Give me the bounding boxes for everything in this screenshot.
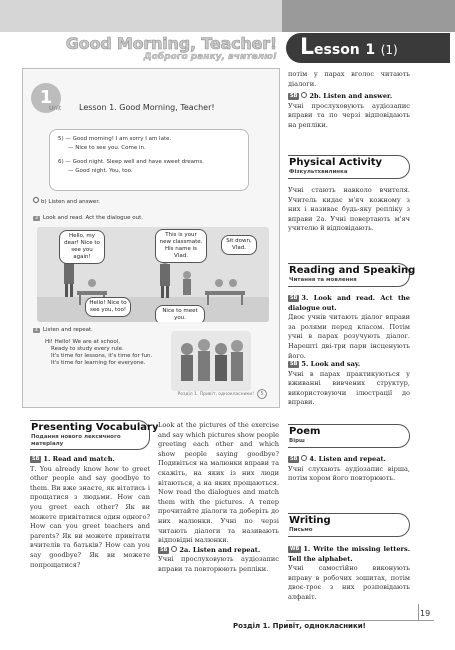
exercise-4-line xyxy=(33,327,93,333)
book-footer-text: Розділ 1. Привіт, однокласники! xyxy=(177,392,254,397)
section-heading-text: Physical Activity xyxy=(289,157,383,168)
exercise-number-badge: 3 xyxy=(35,216,38,221)
speech-bubble: Hello! Nice to see you, too! xyxy=(85,297,131,317)
paragraph-text: Учні прослуховують аудіозапис вправи та повторюють репліки. xyxy=(158,555,279,573)
footer-divider xyxy=(286,620,434,621)
section-heading-text: Reading and Speaking xyxy=(289,265,416,276)
audio-icon xyxy=(171,546,177,552)
coursebook-page-image xyxy=(22,68,280,408)
speech-bubble: Nice to meet you. xyxy=(155,305,205,322)
audio-icon xyxy=(33,197,39,203)
unit-number-badge: 1 xyxy=(31,83,61,113)
exercise-4-text: Listen and repeat. xyxy=(42,327,93,333)
section-heading-poem xyxy=(288,424,410,448)
footer-divider-tick xyxy=(418,604,419,620)
paragraph-text: Учні самостійно виконують вправу в робочих зошитах, потім двоє-троє з них розповідають алфавіт. xyxy=(288,564,410,601)
physical-activity-text xyxy=(288,186,410,234)
paragraph-text: Учні в парах практикуються у вживанні вивчених структур, використовуючи ілюстрації до вправи. xyxy=(288,369,410,407)
rhyme xyxy=(45,339,169,367)
section-subheading-text: Вірш xyxy=(289,438,305,444)
book-page-number: 5 xyxy=(257,389,267,399)
workbook-exercise-1 xyxy=(288,545,410,603)
paragraph-text: Т. You already know how to greet other people and say goodbye to them. Ви вже знаєте, як вітатись і прощатися з людьми. How can you greet each other? Як ви можете привітатися один одного? How can you greet teachers and parents? Як ви можете привітати вчителів та батьків? How can you say goodbye? Як ви можете попрощатися? xyxy=(30,464,150,569)
exercise-title: 3. Look and read. Act the dialogue out. xyxy=(288,294,410,312)
header-band-dark xyxy=(282,0,455,32)
children-illustration xyxy=(171,331,251,391)
page-footer-text: Розділ 1. Привіт, однокласники! xyxy=(233,622,366,630)
lesson-title-en: Good Morning, Teacher! xyxy=(65,34,277,53)
lesson-letter: L xyxy=(300,35,315,60)
exercise-badge: SB xyxy=(160,546,168,553)
speech-bubble: Sit down, Vlad. xyxy=(221,235,257,255)
dialogue-box xyxy=(49,129,249,191)
exercise-b-text: b) Listen and answer. xyxy=(41,199,100,205)
exercise-number-badge: 4 xyxy=(35,328,38,333)
speech-bubble: This is your new classmate. His name is Vlad. xyxy=(155,229,207,263)
exercise-title: 1. Read and match. xyxy=(43,455,115,463)
section-subheading-text: Письмо xyxy=(289,527,313,533)
section-heading-text: Writing xyxy=(289,515,331,526)
dialogue-line: 5) — Good morning! I am sorry I am late. xyxy=(58,136,172,142)
exercise-badge: SB xyxy=(290,295,298,301)
paragraph-text: Учні прослуховують аудіозапис вправи та по черзі відповідають на репліки. xyxy=(288,101,410,129)
exercise-badge: SB xyxy=(290,93,298,99)
section-heading-presenting-vocabulary xyxy=(30,420,159,450)
book-footer xyxy=(178,389,268,399)
exercise-title: 5. Look and say. xyxy=(301,360,361,368)
speech-bubble: Hello, my dear! Nice to see you again! xyxy=(59,230,105,264)
middle-column-text xyxy=(158,421,279,575)
section-heading-text: Poem xyxy=(289,426,321,437)
left-column-text xyxy=(30,455,150,570)
lesson-tab xyxy=(286,33,450,63)
lesson-part: (1) xyxy=(380,43,398,57)
paragraph-text: Look at the pictures of the exercise and say which pictures show people greeting each other and which show people saying goodbye? Подивіться на малюнки вправи та скажіть, на яких із них люди вітаються, а на яких прощаються. Now read the dialogues and match them with the pictures. А тепер прочитайте діалоги та доберіть до них малюнки. Учні по черзі читають діалоги та називають відповідні малюнки. xyxy=(158,421,279,545)
rhyme-line: It's time for lessons, it's time for fun. xyxy=(51,353,153,359)
paragraph-text: Учні стають навколо вчителя. Учитель кидає м'яч кожному з них і називає будь-яку репліку з вправи 2a. Учні повертають м'яч учителю й відповідають. xyxy=(288,186,410,233)
dialogue-line: — Nice to see you. Come in. xyxy=(68,145,146,151)
paragraph-text: потім у парах вголос читають діалоги. xyxy=(288,70,410,88)
lesson-number: 1 xyxy=(365,42,376,58)
section-heading-physical-activity xyxy=(288,155,410,179)
lesson-word-rest: esson xyxy=(314,42,360,58)
exercise-3 xyxy=(288,294,410,361)
paragraph-text: Учні слухають аудіозапис вірша, потім хором його повторюють. xyxy=(288,464,410,483)
section-heading-text: Presenting Vocabulary xyxy=(31,422,159,433)
page-number: 19 xyxy=(420,609,431,618)
exercise-badge: SB xyxy=(32,456,40,462)
rhyme-line: It's time for learning for everyone. xyxy=(51,360,146,366)
exercise-3-text: Look and read. Act the dialogue out. xyxy=(42,215,144,221)
exercise-2b xyxy=(288,92,410,130)
audio-icon xyxy=(301,92,307,98)
book-lesson-title: Lesson 1. Good Morning, Teacher! xyxy=(79,103,215,112)
exercise-4 xyxy=(288,455,410,484)
audio-icon xyxy=(301,455,307,461)
rhyme-line: Ready to study every rule. xyxy=(51,346,124,352)
exercise-badge: WB xyxy=(290,546,300,552)
dialogue-line: 6) — Good night. Sleep well and have sweet dreams. xyxy=(58,159,204,165)
children-drawing xyxy=(171,331,251,391)
dialogue-line: — Good night. You, too. xyxy=(68,168,133,174)
exercise-title: 2a. Listen and repeat. xyxy=(179,545,261,554)
right-column-top-text xyxy=(288,70,410,89)
lesson-title-uk: Доброго ранку, вчителю! xyxy=(143,52,277,62)
section-subheading-text: Фізкультхвилинка xyxy=(289,169,348,175)
exercise-badge: SB xyxy=(290,361,298,367)
exercise-title: 1. Write the missing letters. Tell the alphabet. xyxy=(288,545,410,563)
exercise-5 xyxy=(288,360,410,408)
section-heading-reading-speaking xyxy=(288,263,416,287)
classroom-illustration xyxy=(37,227,269,322)
paragraph-text: Двоє учнів читають діалог вправи за ролями перед класом. Потім учні в парах розучують діалог. Нарешті дві-три пари інсценують його. xyxy=(288,313,410,360)
exercise-title: 2b. Listen and answer. xyxy=(309,92,393,100)
exercise-title: 4. Listen and repeat. xyxy=(309,455,386,463)
section-subheading-text: Читання та мовлення xyxy=(289,277,357,283)
section-heading-writing xyxy=(288,513,410,537)
exercise-b-line xyxy=(33,197,100,205)
rhyme-line: Hi! Hello! We are at school, xyxy=(45,339,121,345)
section-subheading-text: Подання нового лексичного матеріалу xyxy=(31,434,121,447)
exercise-3-line xyxy=(33,215,143,221)
exercise-badge: SB xyxy=(290,456,298,462)
unit-label: Unit xyxy=(49,105,62,112)
